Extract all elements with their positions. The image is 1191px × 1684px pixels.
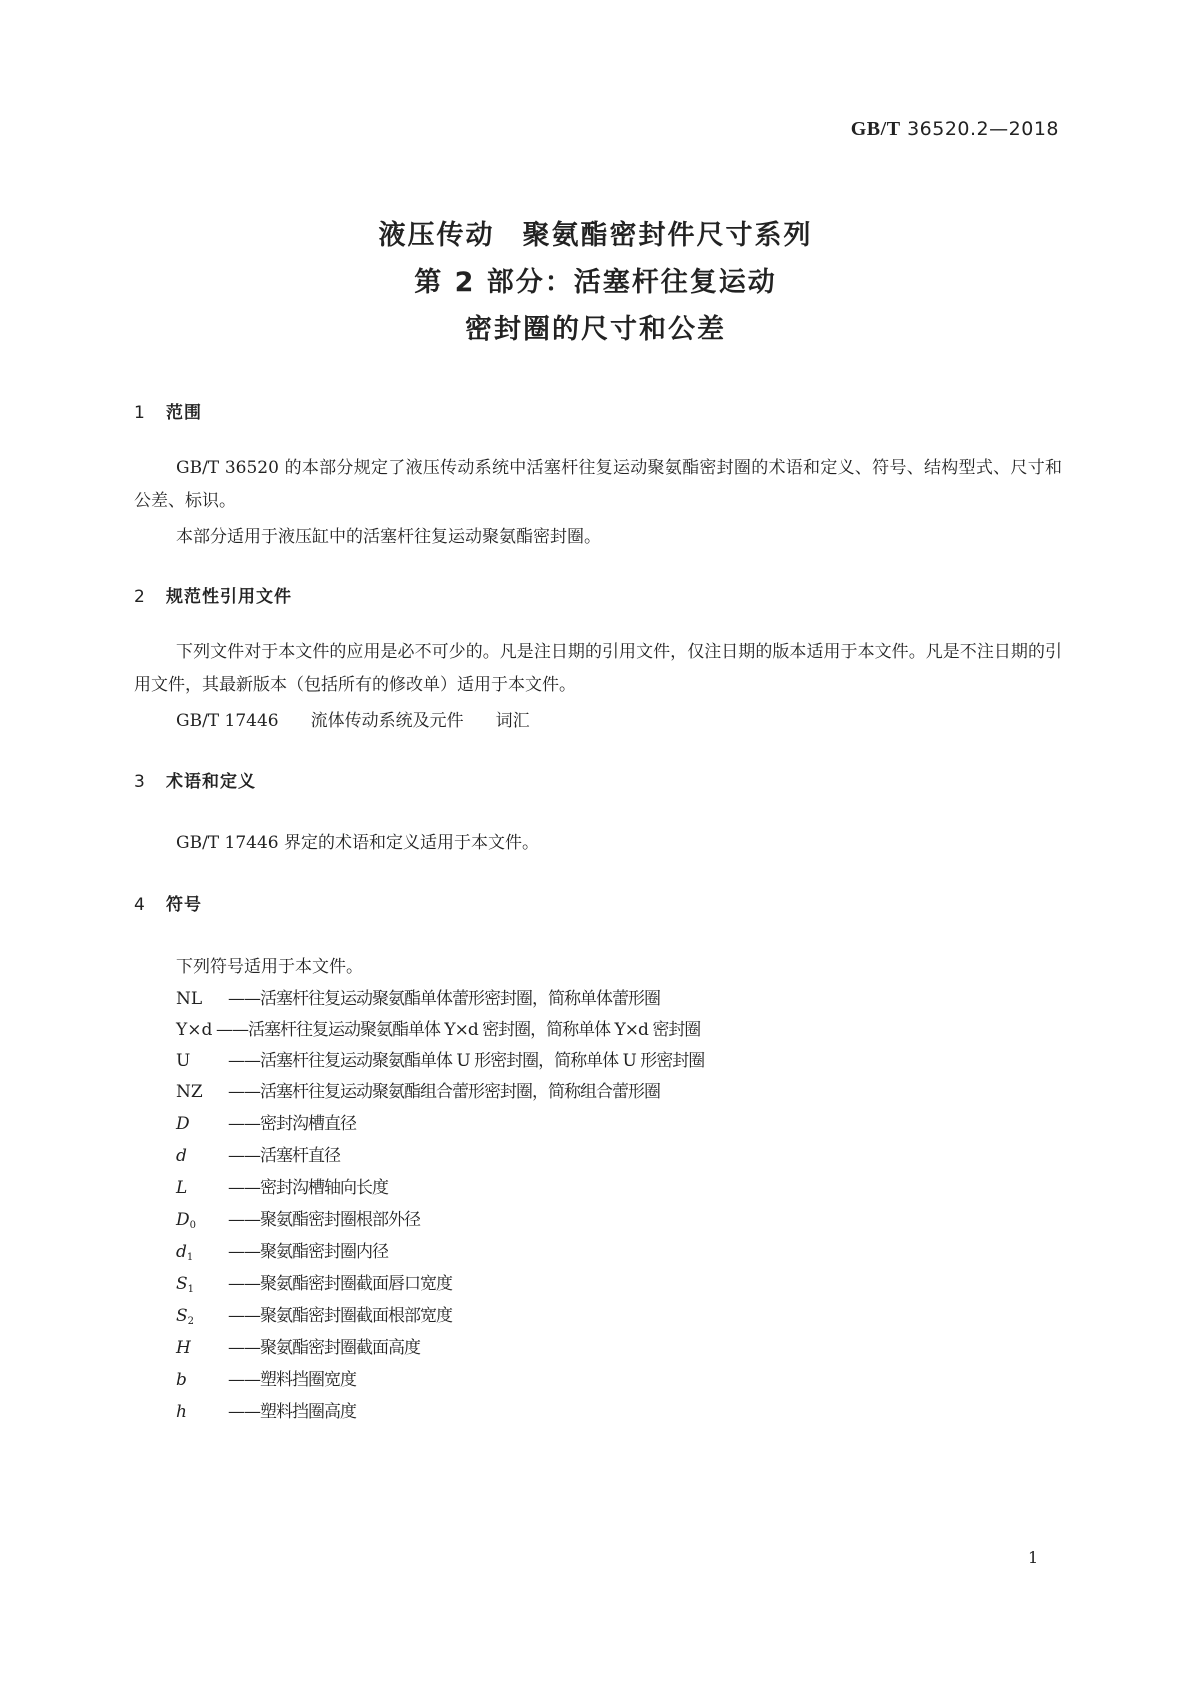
paragraph-terms: GB/T 17446 界定的术语和定义适用于本文件。 (176, 833, 540, 853)
symbol: NZ (176, 1082, 203, 1102)
section-title: 范围 (166, 403, 202, 423)
symbol: b (176, 1370, 187, 1390)
section-title: 符号 (166, 895, 202, 915)
symbol-row (176, 1365, 356, 1393)
paragraph-references (134, 636, 1062, 702)
symbol-description: ——聚氨酯密封圈截面高度 (228, 1338, 420, 1358)
symbol (176, 1210, 228, 1231)
symbol-description: ——塑料挡圈高度 (228, 1402, 356, 1422)
symbol-base: S (176, 1306, 188, 1326)
symbol-description: ——活塞杆直径 (228, 1146, 340, 1166)
paragraph-scope (134, 452, 1062, 518)
paragraph-text: 下列文件对于本文件的应用是必不可少的。凡是注日期的引用文件，仅注日期的版本适用于本文件。凡是不注日期的引用文件，其最新版本（包括所有的修改单）适用于本文件。 (134, 642, 1062, 695)
symbols-intro: 下列符号适用于本文件。 (176, 957, 363, 977)
symbol-row (176, 1397, 356, 1425)
symbol-base: d (176, 1242, 187, 1262)
symbol-description: ——聚氨酯密封圈截面根部宽度 (228, 1306, 452, 1326)
section-number: 1 (134, 403, 146, 423)
section-number: 3 (134, 772, 146, 792)
symbol (176, 1274, 228, 1295)
symbol: Y×d (176, 1020, 213, 1040)
symbol-row (176, 1046, 704, 1074)
symbol-base: S (176, 1274, 188, 1294)
title-line-1 (0, 212, 1191, 259)
symbol-description: ——聚氨酯密封圈截面唇口宽度 (228, 1274, 452, 1294)
symbol-subscript: 0 (189, 1220, 197, 1231)
symbol-row (176, 1173, 388, 1201)
standard-prefix: GB/T (850, 118, 901, 140)
reference-title: 流体传动系统及元件 (310, 711, 464, 731)
section-number: 2 (134, 587, 146, 607)
paragraph-text: GB/T 36520 的本部分规定了液压传动系统中活塞杆往复运动聚氨酯密封圈的术语和定义、符号、结构型式、尺寸和公差、标识。 (134, 458, 1062, 511)
section-heading-scope (134, 398, 202, 423)
paragraph-applicability: 本部分适用于液压缸中的活塞杆往复运动聚氨酯密封圈。 (176, 527, 601, 547)
symbol: L (176, 1178, 188, 1198)
symbol-base: D (176, 1210, 190, 1230)
reference-title-suffix: 词汇 (495, 711, 530, 731)
symbol-description: ——活塞杆往复运动聚氨酯单体蕾形密封圈，简称单体蕾形圈 (228, 989, 660, 1009)
symbol-description: ——活塞杆往复运动聚氨酯组合蕾形密封圈，简称组合蕾形圈 (228, 1082, 660, 1102)
symbol-description: ——活塞杆往复运动聚氨酯单体 U 形密封圈，简称单体 U 形密封圈 (228, 1051, 705, 1071)
symbol: U (176, 1051, 191, 1071)
symbol: h (176, 1402, 187, 1422)
symbol-row (176, 984, 660, 1012)
symbol-description: ——聚氨酯密封圈根部外径 (228, 1210, 420, 1230)
symbol-row (176, 1109, 356, 1137)
section-heading-normative-references (134, 582, 292, 607)
symbol-row (176, 1237, 388, 1265)
document-title (0, 212, 1191, 353)
symbol: H (176, 1338, 191, 1358)
symbol: D (176, 1114, 190, 1134)
symbol: d (176, 1146, 187, 1166)
page-number: 1 (1028, 1548, 1039, 1567)
symbol-description: ——聚氨酯密封圈内径 (228, 1242, 388, 1262)
symbol: NL (176, 989, 203, 1009)
symbol-row (176, 1333, 420, 1361)
symbol-row (176, 1077, 660, 1105)
symbol-description: ——活塞杆往复运动聚氨酯单体 Y×d 密封圈，简称单体 Y×d 密封圈 (216, 1020, 701, 1040)
symbol (176, 1242, 228, 1263)
symbol-description: ——密封沟槽轴向长度 (228, 1178, 388, 1198)
section-title: 规范性引用文件 (166, 587, 292, 607)
standard-number (851, 118, 1059, 141)
title-line-2: 第 2 部分：活塞杆往复运动 (414, 267, 777, 298)
symbol-row (176, 1015, 700, 1043)
title-line-3: 密封圈的尺寸和公差 (465, 314, 726, 345)
symbol-subscript: 1 (186, 1252, 194, 1263)
section-number: 4 (134, 895, 146, 915)
symbol-subscript: 1 (187, 1284, 195, 1295)
symbol-row (176, 1205, 420, 1233)
symbol-description: ——塑料挡圈宽度 (228, 1370, 356, 1390)
section-title: 术语和定义 (166, 772, 256, 792)
symbol-row (176, 1301, 452, 1329)
symbol (176, 1306, 228, 1327)
title-line-1-part-a: 液压传动 (378, 220, 495, 251)
symbol-row (176, 1269, 452, 1297)
symbol-row (176, 1141, 340, 1169)
standard-code: 36520.2—2018 (900, 118, 1059, 140)
section-heading-symbols (134, 890, 202, 915)
section-heading-terms (134, 767, 256, 792)
title-line-1-part-b: 聚氨酯密封件尺寸系列 (522, 220, 813, 251)
reference-code: GB/T 17446 (176, 711, 279, 731)
symbol-description: ——密封沟槽直径 (228, 1114, 356, 1134)
reference-entry (176, 706, 530, 731)
symbol-subscript: 2 (187, 1316, 195, 1327)
